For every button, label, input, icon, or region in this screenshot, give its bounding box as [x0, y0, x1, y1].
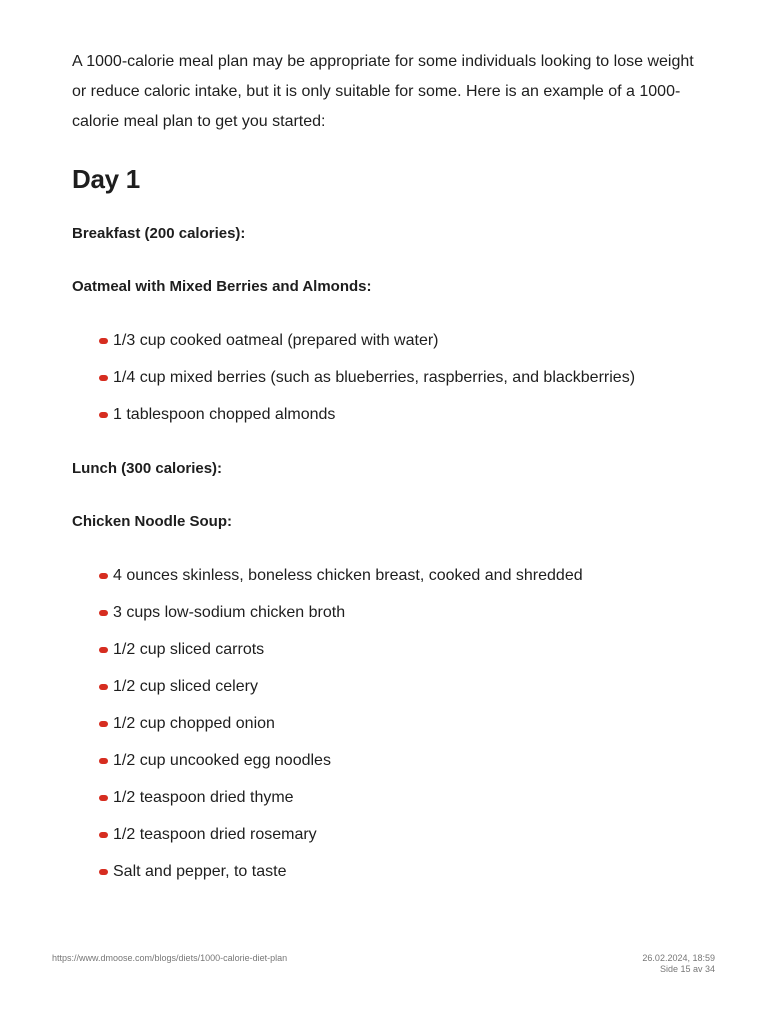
lunch-ingredient-list [72, 565, 583, 898]
bullet-icon [99, 412, 108, 418]
breakfast-label: Breakfast (200 calories): [72, 225, 246, 242]
footer-datetime: 26.02.2024, 18:59 [642, 953, 715, 963]
lunch-label: Lunch (300 calories): [72, 460, 223, 477]
bullet-icon [99, 684, 108, 690]
list-item-text: 1/2 cup sliced carrots [113, 641, 265, 658]
list-item [72, 787, 583, 824]
list-item [72, 750, 583, 787]
list-item-text: Salt and pepper, to taste [113, 863, 287, 880]
intro-paragraph: A 1000-calorie meal plan may be appropriate for some individuals looking to lose weight or reduce caloric intake, but it is only suitable for some. Here is an example of a 1000-calorie meal plan to get you started: [72, 53, 694, 130]
footer-page-number: Side 15 av 34 [659, 964, 715, 974]
list-item-text: 1/2 teaspoon dried thyme [113, 789, 294, 806]
bullet-icon [99, 647, 108, 653]
list-item [72, 565, 583, 602]
list-item [72, 602, 583, 639]
list-item [72, 367, 635, 404]
list-item [72, 676, 583, 713]
breakfast-recipe-title: Oatmeal with Mixed Berries and Almonds: [72, 278, 372, 295]
list-item [72, 404, 635, 441]
list-item-text: 1/2 cup chopped onion [113, 715, 275, 732]
footer-meta [642, 953, 715, 975]
list-item [72, 639, 583, 676]
bullet-icon [99, 869, 108, 875]
bullet-icon [99, 610, 108, 616]
bullet-icon [99, 832, 108, 838]
bullet-icon [99, 375, 108, 381]
list-item-text: 1 tablespoon chopped almonds [113, 406, 336, 423]
list-item [72, 713, 583, 750]
list-item-text: 1/2 teaspoon dried rosemary [113, 826, 317, 843]
list-item [72, 861, 583, 898]
list-item-text: 3 cups low-sodium chicken broth [113, 604, 346, 621]
day-heading: Day 1 [72, 164, 140, 194]
list-item-text: 4 ounces skinless, boneless chicken breast, cooked and shredded [113, 567, 583, 584]
bullet-icon [99, 795, 108, 801]
list-item [72, 330, 635, 367]
list-item-text: 1/2 cup sliced celery [113, 678, 258, 695]
list-item-text: 1/3 cup cooked oatmeal (prepared with water) [113, 332, 439, 349]
breakfast-ingredient-list [72, 330, 635, 441]
bullet-icon [99, 573, 108, 579]
list-item-text: 1/4 cup mixed berries (such as blueberries, raspberries, and blackberries) [113, 369, 636, 386]
list-item-text: 1/2 cup uncooked egg noodles [113, 752, 331, 769]
bullet-icon [99, 721, 108, 727]
lunch-recipe-title: Chicken Noodle Soup: [72, 513, 233, 530]
bullet-icon [99, 338, 108, 344]
list-item [72, 824, 583, 861]
footer-url: https://www.dmoose.com/blogs/diets/1000-calorie-diet-plan [52, 953, 288, 963]
bullet-icon [99, 758, 108, 764]
